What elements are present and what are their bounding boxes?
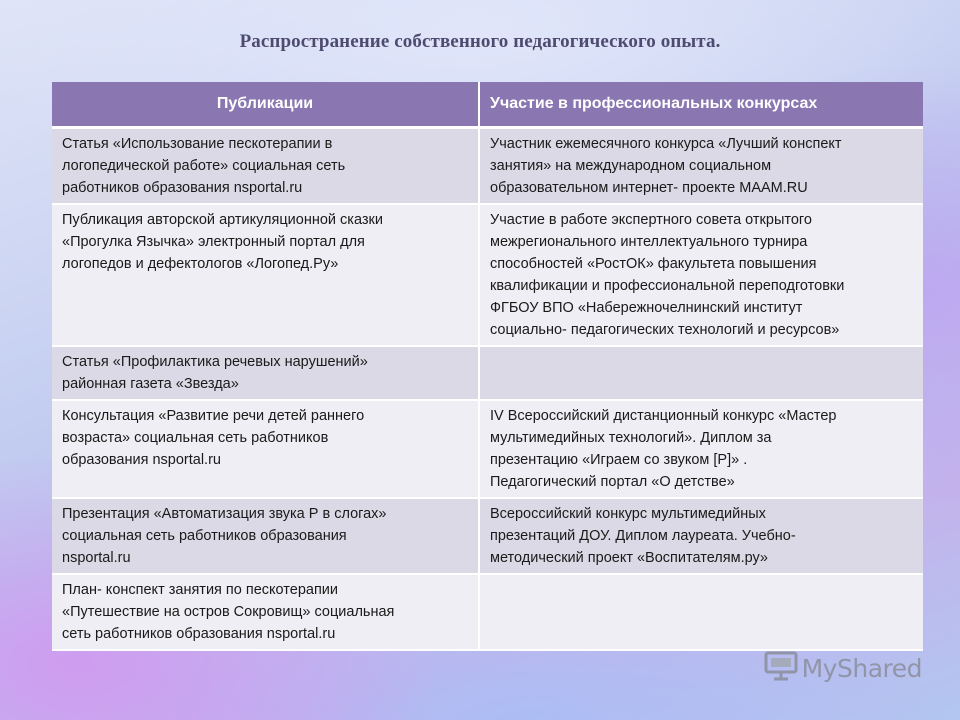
publication-cell: Статья «Использование пескотерапии в логопедической работе» социальная сеть работников образования nsportal.ru xyxy=(52,128,479,205)
contest-cell: Участник ежемесячного конкурса «Лучший конспект занятия» на международном социальном образовательном интернет- проекте МААМ.RU xyxy=(479,128,923,205)
watermark-text: MyShared xyxy=(801,654,922,683)
contest-cell: IV Всероссийский дистанционный конкурс «Мастер мультимедийных технологий». Диплом за презентацию «Играем со звуком [Р]» . Педагогический портал «О детстве» xyxy=(479,400,923,498)
table-row xyxy=(52,498,923,574)
slide-title: Распространение собственного педагогического опыта. xyxy=(239,31,721,52)
contest-cell xyxy=(479,346,923,400)
publication-cell: Презентация «Автоматизация звука Р в слогах» социальная сеть работников образования nsportal.ru xyxy=(52,498,479,574)
contest-cell: Участие в работе экспертного совета открытого межрегионального интеллектуального турнира способностей «РостОК» факультета повышения квалификации и профессиональной переподготовки ФГБОУ ВПО «Набережночелнинский институт социально- педагогических технологий и ресурсов» xyxy=(479,204,923,346)
contest-cell: Всероссийский конкурс мультимедийных презентаций ДОУ. Диплом лауреата. Учебно- методический проект «Воспитателям.ру» xyxy=(479,498,923,574)
table-row xyxy=(52,346,923,400)
table-header-row xyxy=(52,82,923,128)
header-contests: Участие в профессиональных конкурсах xyxy=(479,82,923,128)
header-publications: Публикации xyxy=(52,82,479,128)
contest-cell xyxy=(479,574,923,650)
experience-table xyxy=(52,82,923,651)
table-row xyxy=(52,128,923,205)
myshared-watermark[interactable] xyxy=(764,651,922,686)
table-row xyxy=(52,204,923,346)
publication-cell: План- конспект занятия по пескотерапии «Путешествие на остров Сокровищ» социальная сеть работников образования nsportal.ru xyxy=(52,574,479,650)
publication-cell: Публикация авторской артикуляционной сказки «Прогулка Язычка» электронный портал для логопедов и дефектологов «Логопед.Ру» xyxy=(52,204,479,346)
publication-cell: Статья «Профилактика речевых нарушений» районная газета «Звезда» xyxy=(52,346,479,400)
table-row xyxy=(52,574,923,650)
publication-cell: Консультация «Развитие речи детей раннего возраста» социальная сеть работников образования nsportal.ru xyxy=(52,400,479,498)
table-row xyxy=(52,400,923,498)
presentation-board-icon xyxy=(764,651,798,686)
